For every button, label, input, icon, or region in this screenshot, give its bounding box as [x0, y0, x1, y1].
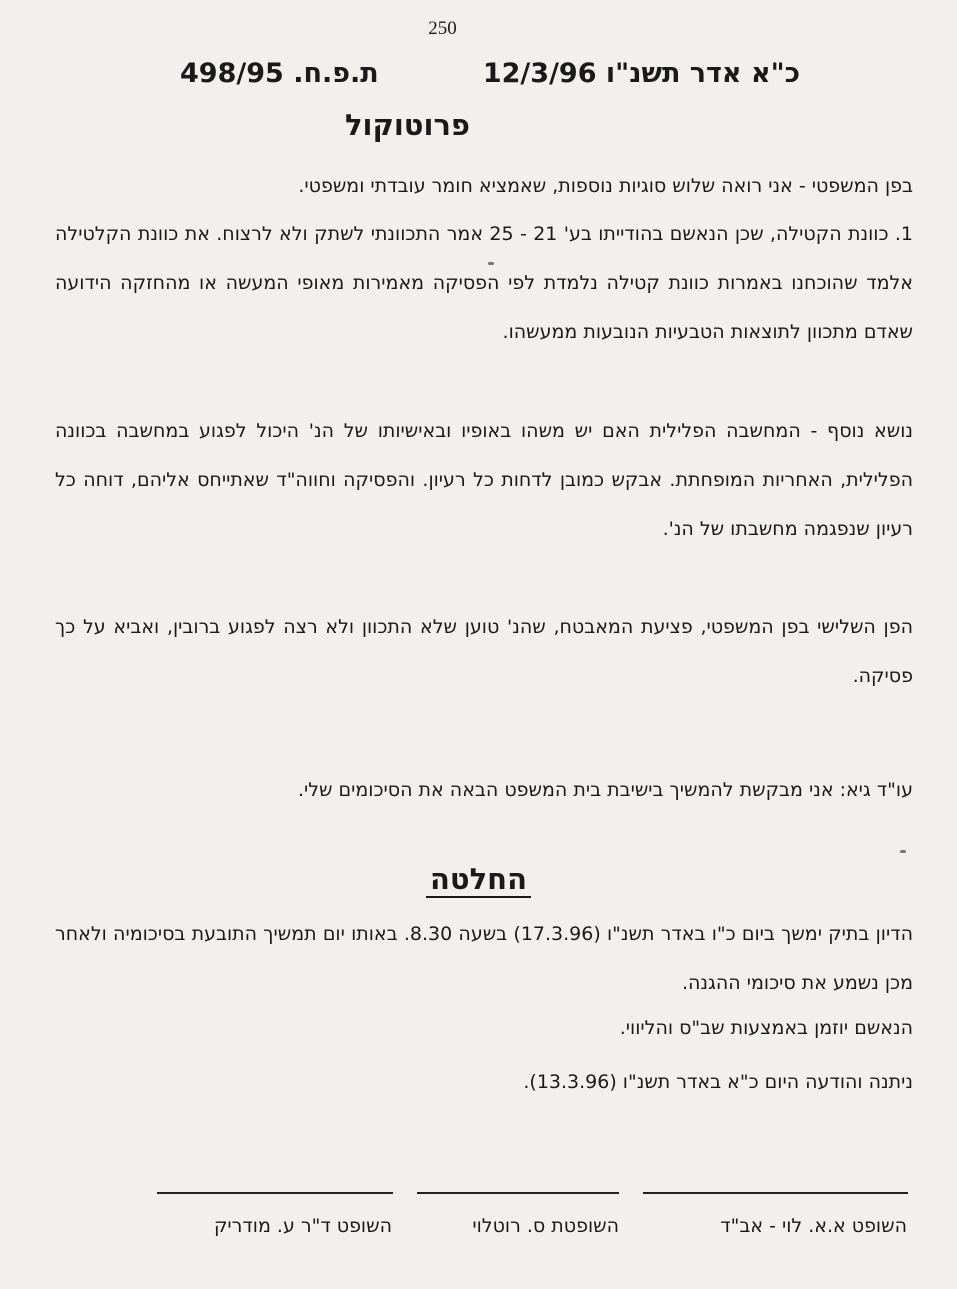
- scan-speck: [488, 262, 494, 265]
- paragraph-guard-injury: הפן השלישי בפן המשפטי, פציעת המאבטח, שהנ' טוען שלא התכוון ולא רצה לפגוע ברובין, ואביא על כך פסיקה.: [55, 616, 913, 687]
- paragraph-criminal-intent: נושא נוסף - המחשבה הפלילית האם יש משהו באופיו ובאישיותו של הנ' היכול לפגוע במחשבה בכוונה הפלילית, האחריות המופחתת. אבקש כמובן לדחות כל רעיון. והפסיקה וחווה"ד שאתייחס אליהם, דוחה כל רעיון שנפגמה מחשבתו של הנ'.: [55, 420, 913, 540]
- decision-line-hearing: הדיון בתיק ימשך ביום כ"ו באדר תשנ"ו (17.3.96) בשעה 8.30. באותו יום תמשיך התובעת בסיכומיה ולאחר מכן נשמע את סיכומי ההגנה.: [55, 923, 913, 994]
- case-number: ת.פ.ח. 498/95: [180, 58, 379, 89]
- paragraph-intent-to-kill: 1. כוונת הקטילה, שכן הנאשם בהודייתו בע' 21 - 25 אמר התכוונתי לשתק ולא לרצוח. את כוונת הקלטילה אלמד שהוכחנו באמרות כוונת קטילה נלמדת לפי הפסיקה מאמירות מאופי המעשה או מהחזקה הידועה שאדם מתכוון לתוצאות הטבעיות הנובעות ממעשהו.: [55, 223, 913, 343]
- signature-line-1: [643, 1192, 908, 1194]
- document-title: פרוטוקול: [345, 108, 470, 142]
- signature-line-3: [157, 1192, 393, 1194]
- signature-line-2: [417, 1192, 619, 1194]
- header-date: כ"א אדר תשנ"ו 12/3/96: [482, 58, 800, 89]
- decision-line-summons: הנאשם יוזמן באמצעות שב"ס והליווי.: [619, 1017, 913, 1039]
- signature-name-2: השופטת ס. רוטלוי: [472, 1215, 619, 1237]
- decision-title-text: החלטה: [426, 862, 531, 898]
- header-line: [180, 58, 800, 98]
- scan-speck: [900, 850, 906, 853]
- page-number: 250: [428, 18, 457, 39]
- paragraph-attorney-request: עו"ד גיא: אני מבקשת להמשיך בישיבת בית המשפט הבאה את הסיכומים שלי.: [297, 779, 913, 801]
- decision-title: [0, 862, 957, 896]
- signature-name-3: השופט ד"ר ע. מודריק: [213, 1215, 392, 1237]
- signature-name-1: השופט א.א. לוי - אב"ד: [720, 1215, 907, 1237]
- decision-line-given: ניתנה והודעה היום כ"א באדר תשנ"ו (13.3.96).: [523, 1071, 913, 1093]
- paragraph-legal-issues-intro: בפן המשפטי - אני רואה שלוש סוגיות נוספות, שאמציא חומר עובדתי ומשפטי.: [298, 175, 913, 197]
